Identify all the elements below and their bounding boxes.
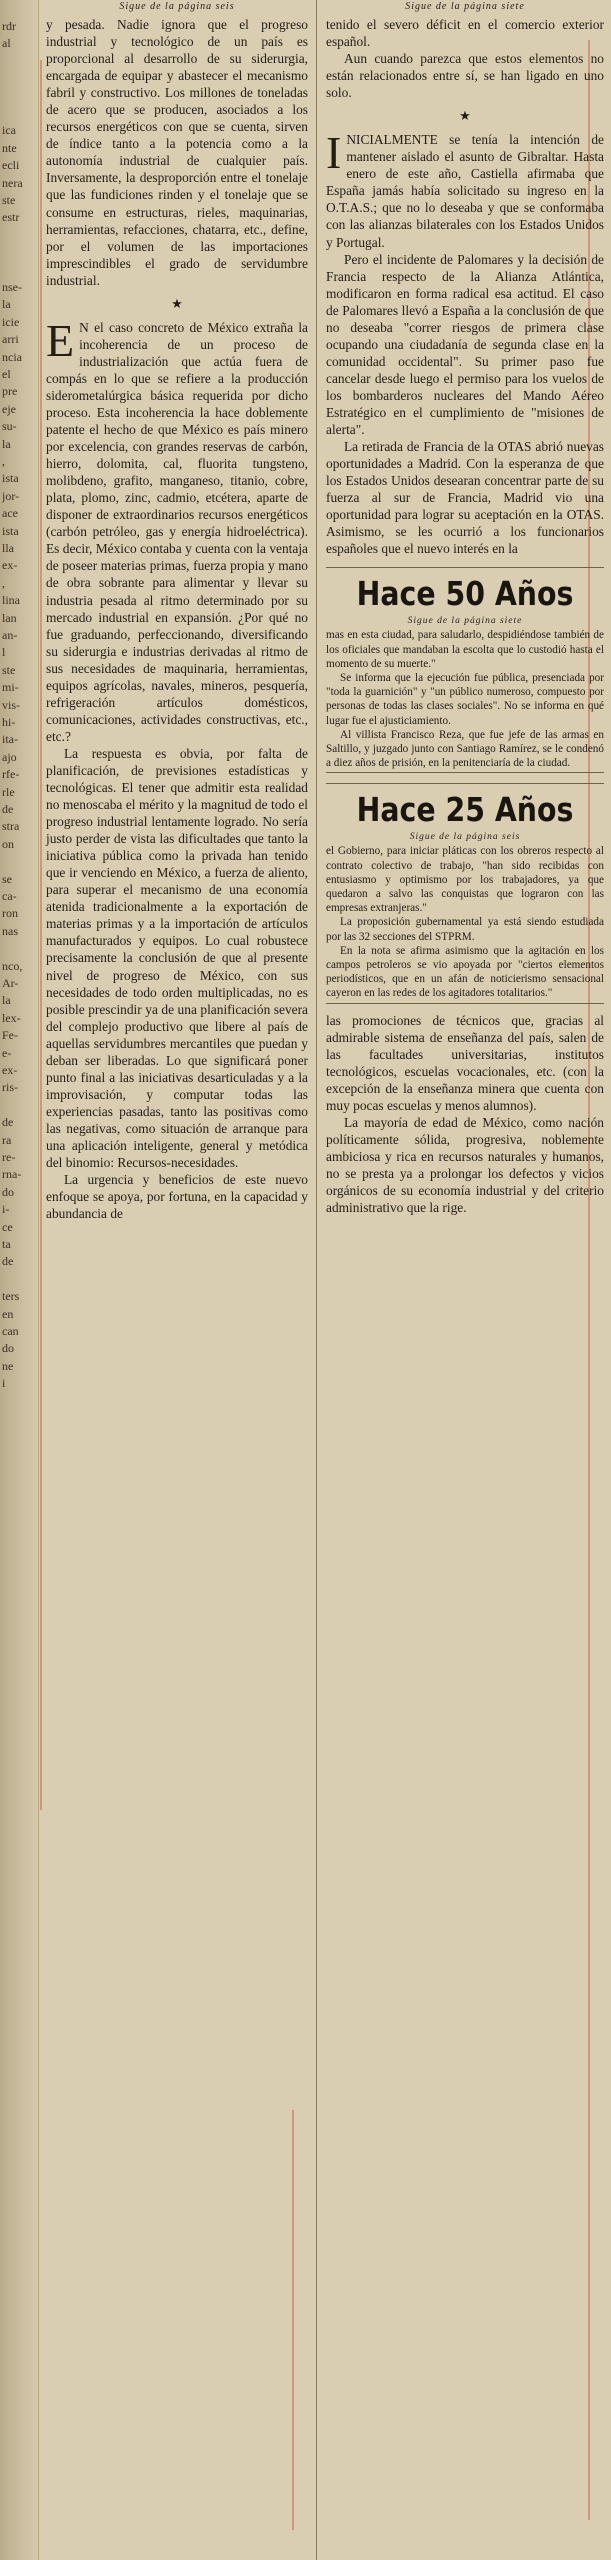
margin-fragment: de: [2, 1255, 14, 1269]
margin-fragment: lina: [2, 594, 20, 608]
margin-fragment: ron: [2, 907, 18, 921]
margin-fragment: lla: [2, 542, 14, 555]
paragraph: y pesada. Nadie ignora que el progreso industrial y tecnológico de un país es proporcional al desarrollo de su siderurgia, encargada de equipar y abastecer el mecanismo fabril y constructivo. Los millones de toneladas de acero que se producen, asociados a los recursos energéticos con que se cuenta, sirven de índice tanto a la potencia como a la autonomía industrial de cualquier país. Inversamente, la desproporción entre el tonelaje que las fundiciones rinden y el tonelaje que se consume en estructuras, rieles, maquinarias, herramientas, refacciones, chatarra, etc., define, por el volumen de las importaciones imprescindibles el grado de servidumbre industrial.: [46, 17, 308, 288]
margin-fragment: la: [2, 994, 11, 1008]
margin-fragment: ista: [2, 472, 19, 486]
margin-fragment: se: [2, 872, 12, 886]
margin-fragment: la: [2, 437, 11, 451]
margin-fragment: ista: [2, 524, 19, 538]
margin-fragment: ce: [2, 1220, 13, 1234]
margin-fragment: de: [2, 803, 14, 816]
margin-fragment: i-: [2, 1203, 10, 1217]
margin-fragment: stra: [2, 820, 20, 834]
margin-fragment: jor-: [2, 489, 20, 503]
margin-fragment: ita-: [2, 733, 18, 747]
margin-fragment: nse-: [2, 281, 22, 294]
margin-fragment: Ar-: [2, 977, 19, 990]
section-star-icon: ★: [459, 108, 471, 124]
margin-fragment: an-: [2, 629, 18, 642]
margin-fragment: ste: [2, 663, 16, 677]
margin-fragment: vis-: [2, 698, 20, 712]
margin-fragment: icie: [2, 315, 20, 329]
margin-fragment: ncia: [2, 350, 22, 364]
margin-fragment: el: [2, 368, 11, 381]
margin-fragment: ste: [2, 194, 16, 207]
paragraph: Al villista Francisco Reza, que fue jefe de las armas en Saltillo, y juzgado junto con Santiago Ramírez, se le condenó a diez años de prisión, en la penitenciaría de la ciudad.: [326, 728, 604, 770]
paragraph: INICIALMENTE se tenía la intención de mantener aislado el asunto de Gibraltar. Hasta enero de este año, Castiella afirmaba que España jamás había solicitado su ingreso en la O.T.A.S.; que no lo deseaba y que se conformaba con las alianzas bilaterales con los Estados Unidos y Portugal.: [326, 127, 604, 250]
margin-fragment: l: [2, 646, 6, 660]
margin-fragment: en: [2, 1307, 14, 1321]
margin-fragment: ta: [2, 1238, 11, 1251]
margin-fragment: ajo: [2, 750, 17, 764]
margin-fragment: e-: [2, 1046, 12, 1060]
paragraph: La respuesta es obvia, por falta de planificación, de previsiones estadísticas y tecnológicas. El tener que admitir esta realidad no menoscaba el mérito y la magnitud de todo el progreso industrial lentamente logrado. No sería justo perder de vista las dificultades que tanto la iniciativa pública como la privada han tenido que ir venciendo en México, a fuerza de aliento, para superar el mecanismo de una economía atenida tradicionalmente a la exportación de materias primas y a la importación de artículos manufacturados y equipos. Lo cual robustece precisamente la conclusión de que al presente nivel de progreso de México, con sus necesidades de todo orden multiplicadas, no es posible prescindir ya de una planificación severa del complejo productivo que libere al país de aquellas servidumbres mercantiles que puedan y deban ser liberadas. Lo que significará poner punto final a las iniciativas desarticuladas y a la improvisación, y computar todas las experiencias pasadas, tanto las positivas como las negativas, como situación de arranque para una aplicación inteligente, general y metódica del binomio: Recursos-necesidades.: [46, 745, 308, 1171]
paragraph: Aun cuando parezca que estos elementos no están relacionados entre sí, se han ligado en uno solo.: [326, 51, 604, 101]
margin-fragment: ex-: [2, 1064, 18, 1077]
margin-fragment: rna-: [2, 1168, 22, 1182]
margin-fragment: nas: [2, 924, 18, 938]
box-title: Hace 25 Años: [356, 790, 574, 830]
margin-fragment: rdr: [2, 20, 16, 33]
margin-fragment: ,: [2, 576, 5, 590]
article-column-right: [326, 0, 604, 2560]
margin-fragment: ca-: [2, 890, 17, 903]
box-subtitle: Sigue de la página siete: [407, 616, 523, 627]
margin-fragment: al: [2, 37, 11, 51]
margin-fragment: estr: [2, 211, 20, 225]
margin-fragment: de: [2, 1116, 14, 1130]
paragraph: las promociones de técnicos que, gracias al admirable sistema de enseñanza del país, salen de las facultades universitarias, institutos tecnológicos, escuelas vocacionales, etc. (con la excepción de la enseñanza minera que cuenta con muy pocas escuelas y menos alumnos).: [326, 1012, 604, 1113]
box-title: Hace 50 Años: [356, 574, 574, 614]
paragraph: La proposición gubernamental ya está siendo estudiada por las 32 secciones del STPRM.: [326, 916, 604, 943]
paragraph: Se informa que la ejecución fue pública, presenciada por "toda la guarnición" y "un público numeroso, compuesto por personas de todas las clases sociales". No se informa en qué lugar fue el ajusticiamiento.: [326, 672, 604, 727]
paragraph: el Gobierno, para iniciar pláticas con los obreros respecto al contrato colectivo de trabajo, "han sido recibidas con entusiasmo y optimismo por los trabajadores, ya que quedaron a salvo las conquistas que lograron con las empresas extranjeras.": [326, 845, 604, 915]
paragraph: Pero el incidente de Palomares y la decisión de Francia respecto de la Alianza Atlántica, modificaron en forma radical esa actitud. El caso de Palomares llevó a España a la conclusión de que no deseaba "correr riesgos de primera clase ocupando una ciudadanía de segunda clase en la comunidad occidental". Su primer paso fue cancelar desde luego el permiso para los vuelos de los bombarderos nucleares del Mando Aéreo Estratégico en el cumplimiento de "misiones de alerta".: [326, 251, 604, 438]
margin-fragment: on: [2, 837, 14, 851]
paragraph: La mayoría de edad de México, como nación políticamente sólida, progresiva, noblemente ambiciosa y rica en recursos naturales y humanos, no se presta ya a prolongar los defectos y vicios orgánicos de su economía industrial y del criterio administrativo que la rige.: [326, 1114, 604, 1216]
margin-fragment: do: [2, 1185, 14, 1199]
margin-fragment: su-: [2, 420, 17, 434]
paragraph: La urgencia y beneficios de este nuevo enfoque se apoya, por fortuna, en la capacidad y abundancia de: [46, 1172, 308, 1222]
continued-header-right: Sigue de la página siete: [405, 1, 525, 12]
margin-fragment: ris-: [2, 1081, 18, 1095]
margin-fragment: arri: [2, 333, 19, 347]
margin-fragment: ne: [2, 1359, 14, 1373]
margin-fragment: ex-: [2, 559, 18, 573]
margin-fragment: lan: [2, 611, 17, 625]
paragraph: mas en esta ciudad, para saludarlo, despidiéndose también de los oficiales que mandaban la escolta que lo custodió hasta el momento de su muerte.": [326, 629, 604, 670]
margin-fragment: nco,: [2, 959, 23, 973]
margin-fragment: can: [2, 1325, 19, 1338]
margin-fragment: la: [2, 298, 11, 312]
margin-fragment: ters: [2, 1290, 20, 1304]
pencil-mark-left: [40, 60, 42, 1810]
hace-50-anos-box: [326, 567, 604, 773]
margin-fragment: re-: [2, 1151, 16, 1164]
margin-fragment: i: [2, 1377, 6, 1391]
box-subtitle: Sigue de la página seis: [409, 832, 521, 843]
article-column-left: [46, 0, 308, 2560]
paragraph: tenido el severo déficit en el comercio exterior español.: [326, 17, 604, 50]
margin-fragment: ecli: [2, 159, 20, 173]
margin-fragment: lex-: [2, 1011, 21, 1025]
margin-fragment: rfe-: [2, 768, 20, 782]
drop-cap: I: [326, 127, 342, 179]
margin-fragment: pre: [2, 385, 18, 399]
column-divider: [316, 0, 317, 2560]
margin-fragment: Fe-: [2, 1029, 18, 1043]
margin-fragment: ica: [2, 124, 16, 138]
paragraph: E N el caso concreto de México extraña la incoherencia de un proceso de industrialización que actúa fuera de compás en lo que se refiere a la producción siderometalúrgica básica requerida por dicho proceso. Esta incoherencia la hace doblemente patente el hecho de que México es país minero por excelencia, con grandes reservas de carbón, hierro, dolomita, cal, fluorita tungsteno, molibdeno, grafito, manganeso, titanio, cobre, plata, plomo, zinc, cadmio, etcétera, aparte de disponer de extraordinarios recursos energéticos (carbón petróleo, gas y energía hidroeléctrica). Es decir, México contaba y cuenta con la ventaja de poseer materias primas, fuerza propia y mano de obra sobrante para alimentar y llevar su industria pesada al ritmo determinado por su mercado industrial en expansión. ¿Por qué no fue graduando, perfeccionando, diversificando su siderurgia e industrias derivadas al ritmo de sus necesidades de maquinaria, herramientas, equipos agrícolas, navales, mineros, pesquería, refrigeración artículos domésticos, comunicaciones, actividades constructivas, etc., etc.?: [46, 314, 308, 744]
paragraph: En la nota se afirma asimismo que la agitación en los campos petroleros se vio apoyada por "ciertos elementos periodísticos, que en un afán de noticierismo sensacional cayeron en las redes de los agitadores totalitarios.": [326, 944, 604, 1000]
margin-fragment: do: [2, 1342, 14, 1356]
continued-header-left: Sigue de la página seis: [119, 1, 235, 12]
margin-fragment: ra: [2, 1133, 12, 1147]
adjacent-page-strip: [0, 0, 39, 2560]
margin-fragment: nera: [2, 176, 23, 190]
margin-fragment: ace: [2, 507, 18, 521]
margin-fragment: rle: [2, 785, 15, 799]
paragraph: La retirada de Francia de la OTAS abrió nuevas oportunidades a Madrid. Con la esperanza de que los Estados Unidos desearan concentrar parte de su fuerza al sur de Francia, Madrid vio una oportunidad para lograr su aceptación en la OTAS. Asimismo, se les ocurrió a los funcionarios españoles que el nuevo interés en la: [326, 439, 604, 557]
margin-fragment: nte: [2, 141, 17, 155]
margin-fragment: eje: [2, 402, 16, 416]
section-star-icon: ★: [171, 295, 183, 311]
margin-fragment: mi-: [2, 681, 19, 695]
hace-25-anos-box: [326, 783, 604, 1003]
margin-fragment: ,: [2, 455, 5, 468]
drop-cap: E: [46, 314, 75, 366]
margin-fragment: hi-: [2, 716, 16, 729]
